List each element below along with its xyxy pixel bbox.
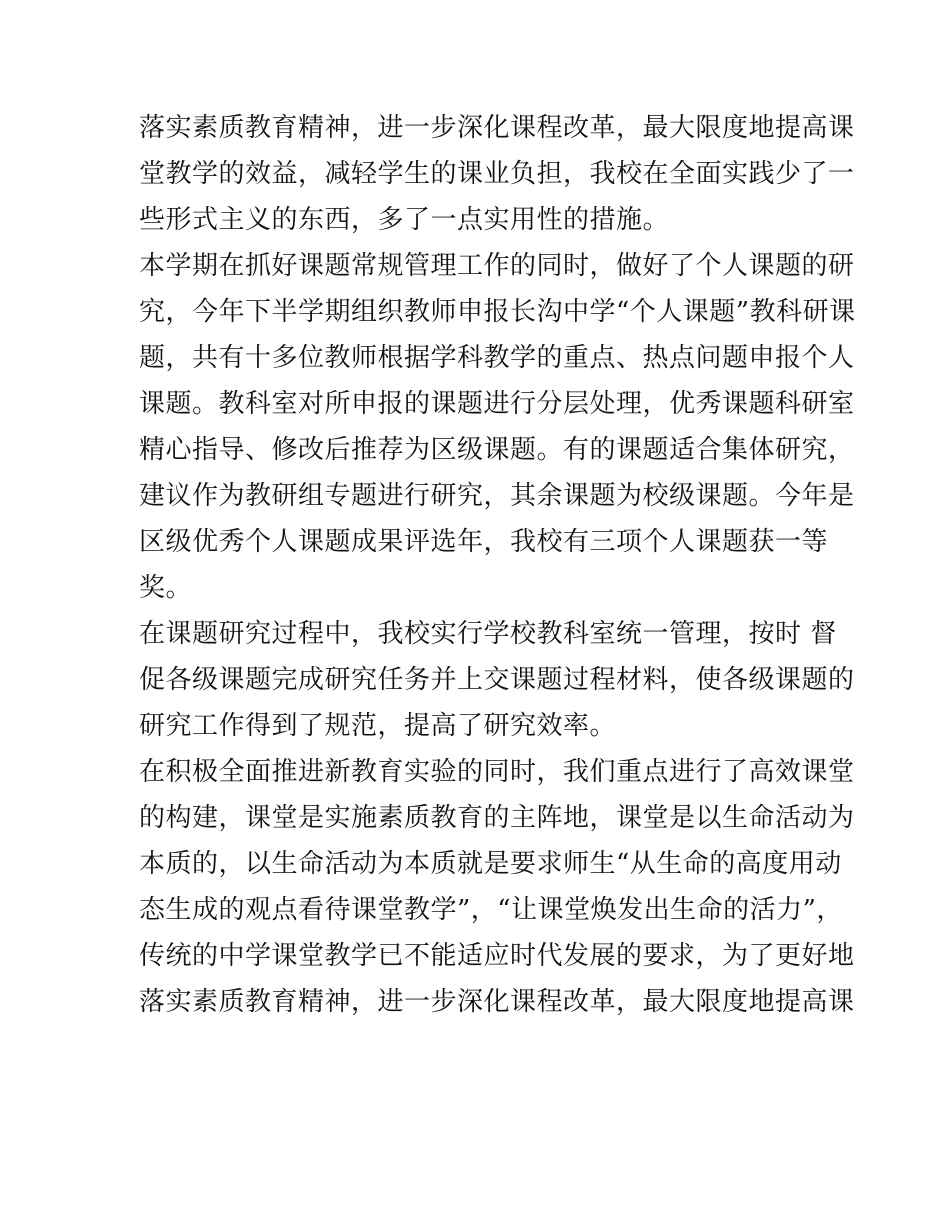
text-line: 课题。教科室对所申报的课题进行分层处理，优秀课题科研室 [139,389,855,419]
text-line: 态生成的观点看待课堂教学”，“让课堂焕发出生命的活力”， [139,895,843,925]
text-line: 促各级课题完成研究任务并上交课题过程材料，使各级课题的 [139,665,855,695]
text-line: 堂教学的效益，减轻学生的课业负担，我校在全面实践少了一 [139,159,855,189]
text-line: 题，共有十多位教师根据学科教学的重点、热点问题申报个人 [139,343,855,373]
text-line: 落实素质教育精神，进一步深化课程改革，最大限度地提高课 [139,113,855,143]
text-line: 精心指导、修改后推荐为区级课题。有的课题适合集体研究， [139,435,855,465]
text-line: 本质的，以生命活动为本质就是要求师生“从生命的高度用动 [139,849,842,879]
text-line: 本学期在抓好课题常规管理工作的同时，做好了个人课题的研 [139,251,855,281]
text-line: 建议作为教研组专题进行研究，其余课题为校级课题。今年是 [139,481,855,511]
text-line: 些形式主义的东西，多了一点实用性的措施。 [139,205,670,235]
text-line: 在积极全面推进新教育实验的同时，我们重点进行了高效课堂 [139,757,855,787]
document-body [139,105,856,1025]
text-line: 在课题研究过程中，我校实行学校教科室统一管理，按时 督 [139,619,837,649]
text-line: 的构建，课堂是实施素质教育的主阵地，课堂是以生命活动为 [139,803,855,833]
text-line: 落实素质教育精神，进一步深化课程改革，最大限度地提高课 [139,987,855,1017]
text-line: 传统的中学课堂教学已不能适应时代发展的要求，为了更好地 [139,941,855,971]
text-line: 研究工作得到了规范，提高了研究效率。 [139,711,617,741]
text-line: 区级优秀个人课题成果评选年，我校有三项个人课题获一等 [139,527,829,557]
text-line: 究，今年下半学期组织教师申报长沟中学“个人课题”教科研课 [139,297,856,327]
text-line: 奖。 [139,573,193,603]
